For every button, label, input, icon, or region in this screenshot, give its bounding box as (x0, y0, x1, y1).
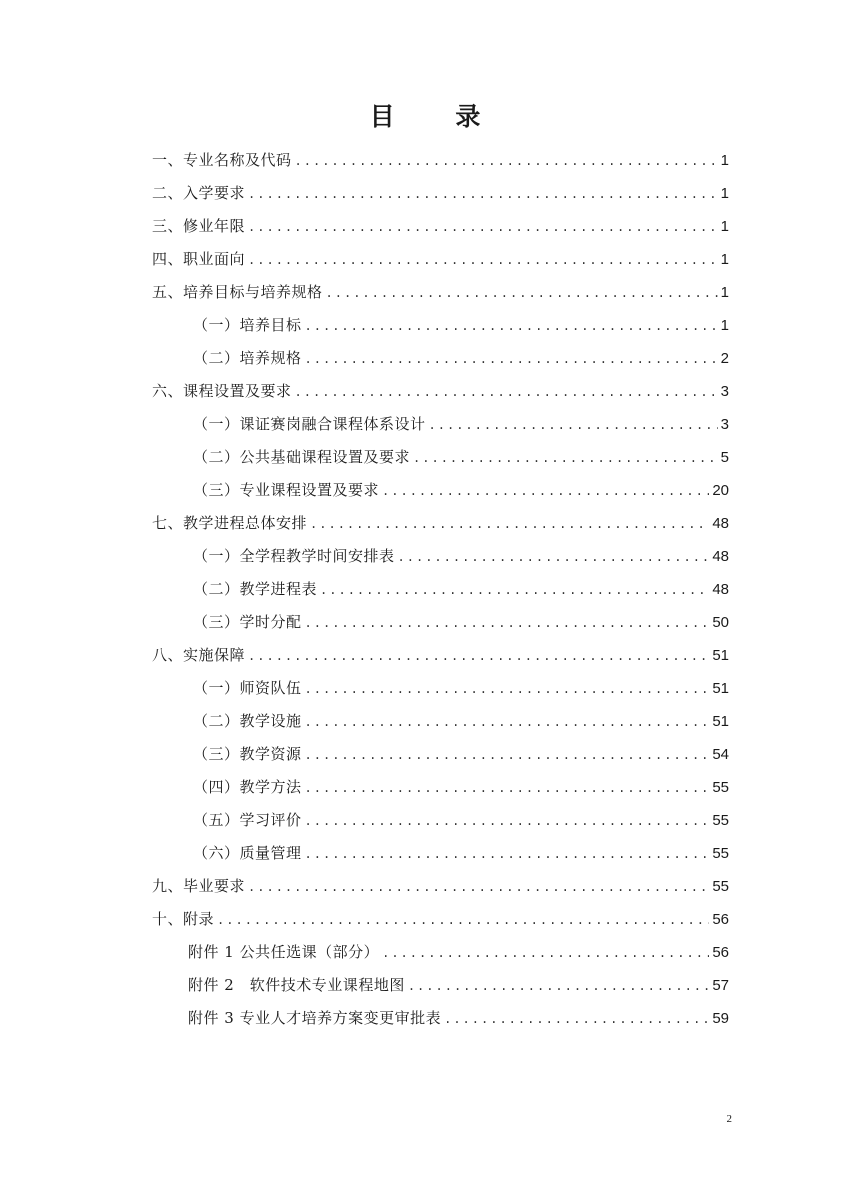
toc-entry-title: 十、附录 (152, 910, 215, 928)
toc-entry[interactable] (152, 144, 729, 177)
toc-entry-page: 1 (720, 185, 729, 202)
toc-entry-page: 48 (712, 515, 729, 532)
dot-leader (326, 277, 718, 310)
toc-entry-page: 56 (712, 911, 729, 928)
toc-entry-title: （一）全学程教学时间安排表 (193, 547, 395, 565)
table-of-contents (152, 144, 729, 1035)
toc-entry[interactable] (152, 507, 729, 540)
toc-entry-title: 八、实施保障 (152, 646, 246, 664)
toc-entry-title: 六、课程设置及要求 (152, 382, 292, 400)
dot-leader (382, 475, 709, 508)
dot-leader (295, 145, 718, 178)
dot-leader (248, 640, 709, 673)
toc-entry-page: 48 (712, 581, 729, 598)
toc-entry-page: 51 (712, 647, 729, 664)
toc-entry-page: 1 (720, 152, 729, 169)
toc-entry-title: （二）教学进程表 (193, 580, 318, 598)
toc-entry[interactable] (152, 276, 729, 309)
toc-entry[interactable] (152, 474, 729, 507)
dot-leader (305, 607, 710, 640)
toc-entry-page: 3 (720, 416, 729, 433)
toc-entry[interactable] (152, 672, 729, 705)
toc-entry-title: （五）学习评价 (193, 811, 302, 829)
toc-entry-title: （四）教学方法 (193, 778, 302, 796)
toc-entry-page: 56 (712, 944, 729, 961)
toc-entry-title: （三）学时分配 (193, 613, 302, 631)
toc-entry-title: 二、入学要求 (152, 184, 246, 202)
toc-entry[interactable] (152, 639, 729, 672)
toc-entry-page: 54 (712, 746, 729, 763)
toc-entry-page: 48 (712, 548, 729, 565)
dot-leader (429, 409, 718, 442)
toc-entry-title: 九、毕业要求 (152, 877, 246, 895)
toc-entry[interactable] (152, 738, 729, 771)
dot-leader (305, 673, 710, 706)
toc-entry-title: （六）质量管理 (193, 844, 302, 862)
toc-entry-title: 附件 2 软件技术专业课程地图 (188, 976, 405, 994)
toc-entry-page: 3 (720, 383, 729, 400)
toc-entry[interactable] (152, 903, 729, 936)
toc-entry[interactable] (152, 705, 729, 738)
toc-entry-page: 1 (720, 218, 729, 235)
dot-leader (305, 310, 718, 343)
toc-entry[interactable] (152, 771, 729, 804)
toc-entry-title: 附件 1 公共任选课（部分） (188, 943, 380, 961)
toc-entry[interactable] (152, 573, 729, 606)
dot-leader (320, 574, 709, 607)
toc-entry-page: 59 (712, 1010, 729, 1027)
toc-entry-page: 2 (720, 350, 729, 367)
toc-entry[interactable] (152, 804, 729, 837)
page-number: 2 (726, 1113, 732, 1125)
toc-entry-page: 1 (720, 251, 729, 268)
toc-entry-title: 四、职业面向 (152, 250, 246, 268)
toc-entry[interactable] (152, 870, 729, 903)
toc-entry-page: 51 (712, 680, 729, 697)
dot-leader (398, 541, 710, 574)
toc-entry[interactable] (152, 441, 729, 474)
dot-leader (305, 739, 710, 772)
toc-entry-page: 55 (712, 812, 729, 829)
toc-entry[interactable] (152, 177, 729, 210)
dot-leader (305, 838, 710, 871)
dot-leader (408, 970, 709, 1003)
toc-entry-page: 55 (712, 779, 729, 796)
toc-entry-title: 七、教学进程总体安排 (152, 514, 308, 532)
toc-entry[interactable] (152, 936, 729, 969)
dot-leader (413, 442, 718, 475)
toc-entry[interactable] (152, 309, 729, 342)
toc-entry-page: 5 (720, 449, 729, 466)
toc-entry[interactable] (152, 606, 729, 639)
toc-entry-title: （三）教学资源 (193, 745, 302, 763)
toc-entry-title: 一、专业名称及代码 (152, 151, 292, 169)
toc-entry-title: （三）专业课程设置及要求 (193, 481, 380, 499)
dot-leader (248, 871, 709, 904)
toc-entry[interactable] (152, 243, 729, 276)
toc-entry-title: （二）公共基础课程设置及要求 (193, 448, 411, 466)
dot-leader (444, 1003, 709, 1036)
dot-leader (217, 904, 709, 937)
dot-leader (248, 178, 718, 211)
toc-entry-page: 51 (712, 713, 729, 730)
toc-entry[interactable] (152, 210, 729, 243)
dot-leader (310, 508, 709, 541)
dot-leader (295, 376, 718, 409)
dot-leader (305, 805, 710, 838)
dot-leader (305, 706, 710, 739)
toc-entry-page: 55 (712, 845, 729, 862)
toc-entry[interactable] (152, 375, 729, 408)
toc-entry-page: 57 (712, 977, 729, 994)
dot-leader (382, 937, 709, 970)
dot-leader (305, 343, 718, 376)
toc-entry-title: 三、修业年限 (152, 217, 246, 235)
toc-entry-title: 附件 3 专业人才培养方案变更审批表 (188, 1009, 442, 1027)
toc-entry-page: 50 (712, 614, 729, 631)
dot-leader (248, 244, 718, 277)
dot-leader (248, 211, 718, 244)
toc-entry[interactable] (152, 342, 729, 375)
toc-entry[interactable] (152, 408, 729, 441)
toc-entry-title: （一）师资队伍 (193, 679, 302, 697)
toc-entry-page: 55 (712, 878, 729, 895)
toc-entry-title: （二）教学设施 (193, 712, 302, 730)
toc-entry-page: 20 (712, 482, 729, 499)
toc-entry-title: 五、培养目标与培养规格 (152, 283, 323, 301)
dot-leader (305, 772, 710, 805)
page-title: 目 录 (369, 102, 507, 131)
toc-entry-page: 1 (720, 284, 729, 301)
toc-entry[interactable] (152, 540, 729, 573)
toc-entry-page: 1 (720, 317, 729, 334)
toc-entry[interactable] (152, 1002, 729, 1035)
toc-entry-title: （二）培养规格 (193, 349, 302, 367)
toc-entry[interactable] (152, 837, 729, 870)
toc-entry[interactable] (152, 969, 729, 1002)
toc-entry-title: （一）培养目标 (193, 316, 302, 334)
toc-entry-title: （一）课证赛岗融合课程体系设计 (193, 415, 426, 433)
